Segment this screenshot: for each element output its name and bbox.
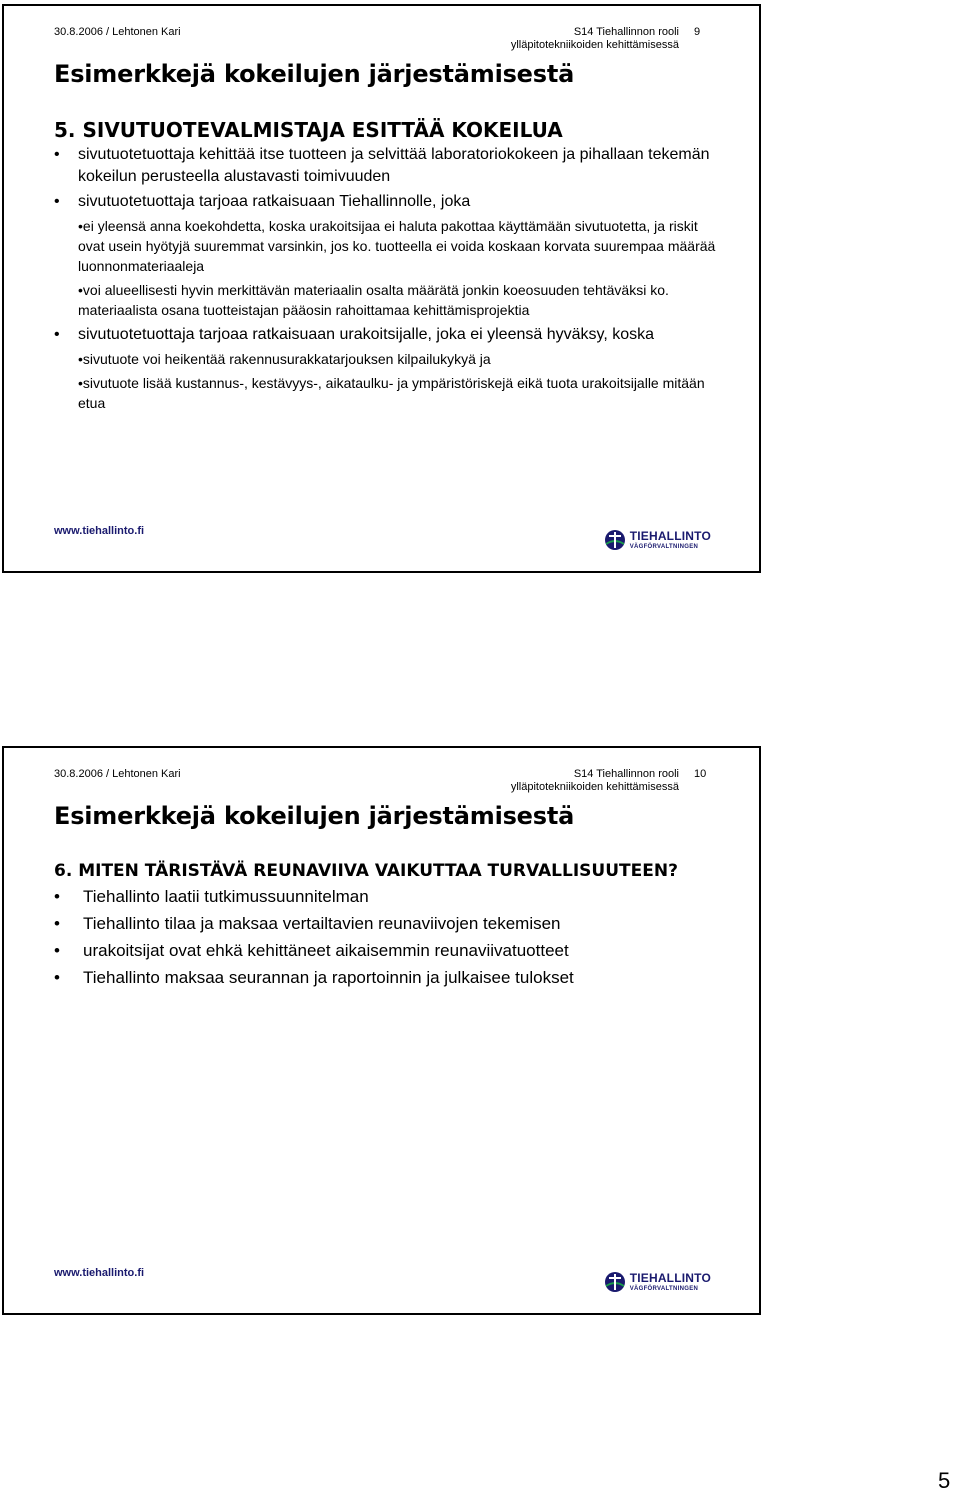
slide-content — [54, 118, 719, 417]
bullet-item: • sivutuotetuottaja tarjoaa ratkaisuaan Tiehallinnolle, joka — [54, 191, 719, 213]
logo-subtitle: VÄGFÖRVALTNINGEN — [629, 543, 699, 550]
logo-name: TIEHALLINTO — [629, 528, 711, 543]
bullet-icon: • — [54, 146, 60, 163]
logo-name: TIEHALLINTO — [629, 1270, 711, 1285]
bullet-icon: • — [78, 282, 83, 298]
slide-header-course: S14 Tiehallinnon rooli ylläpitotekniikoiden kehittämisessä — [510, 768, 679, 793]
slide-header-course: S14 Tiehallinnon rooli ylläpitotekniikoiden kehittämisessä — [510, 26, 679, 51]
slide-content — [54, 860, 719, 992]
bullet-item: • urakoitsijat ovat ehkä kehittäneet aikaisemmin reunaviivatuotteet — [54, 938, 719, 964]
bullet-icon: • — [78, 375, 83, 391]
slide-9 — [2, 4, 761, 573]
slide-header-author: 30.8.2006 / Lehtonen Kari — [54, 26, 181, 38]
page-number: 5 — [938, 1468, 951, 1493]
slide-header-author: 30.8.2006 / Lehtonen Kari — [54, 768, 181, 780]
bullet-icon: • — [54, 326, 60, 343]
section-heading: 6. MITEN TÄRISTÄVÄ REUNAVIIVA VAIKUTTAA TURVALLISUUTEEN? — [54, 861, 678, 881]
bullet-icon: • — [78, 218, 83, 234]
sub-bullet-item: •ei yleensä anna koekohdetta, koska urakoitsijaa ei haluta pakottaa käyttämään sivutuotetta, ja riskit ovat usein hyötyjä suuremmat varsinkin, jos ko. tuotteella ei voida koskaan korvata suurempaa määrää luonnonmateriaaleja — [78, 218, 716, 274]
bullet-icon: • — [54, 193, 60, 210]
bullet-item: • Tiehallinto laatii tutkimussuunnitelman — [54, 884, 719, 910]
slide-title: Esimerkkejä kokeilujen järjestämisestä — [54, 802, 575, 830]
slide-number: 10 — [694, 768, 707, 780]
slide-number: 9 — [694, 26, 701, 38]
sub-bullet-item: •voi alueellisesti hyvin merkittävän materiaalin osalta määrätä jonkin koeosuuden tehtäväksi ko. materiaalista osana tuotteistajan pääosin rahoittamaa kehittämisprojektia — [78, 282, 669, 318]
bullet-icon: • — [54, 887, 60, 906]
sub-bullet-item: •sivutuote voi heikentää rakennusurakkatarjouksen kilpailukykyä ja — [78, 351, 491, 367]
slide-10 — [2, 746, 761, 1315]
tiehallinto-logo-icon — [604, 529, 626, 551]
footer-url: www.tiehallinto.fi — [54, 525, 145, 537]
bullet-icon: • — [54, 914, 60, 933]
bullet-item: • Tiehallinto tilaa ja maksaa vertailtavien reunaviivojen tekemisen — [54, 911, 719, 937]
footer-url: www.tiehallinto.fi — [54, 1267, 145, 1279]
bullet-icon: • — [54, 968, 60, 987]
tiehallinto-logo — [604, 1271, 711, 1293]
tiehallinto-logo-icon — [604, 1271, 626, 1293]
bullet-icon: • — [78, 351, 83, 367]
section-heading: 5. SIVUTUOTEVALMISTAJA ESITTÄÄ KOKEILUA — [54, 118, 563, 142]
tiehallinto-logo — [604, 529, 711, 551]
bullet-item: • sivutuotetuottaja kehittää itse tuotteen ja selvittää laboratoriokokeen ja pihallaan tekemän kokeilun perusteella alustavasti toimivuuden — [54, 146, 710, 185]
bullet-item: • Tiehallinto maksaa seurannan ja raportoinnin ja julkaisee tulokset — [54, 965, 719, 991]
bullet-item: • sivutuotetuottaja tarjoaa ratkaisuaan urakoitsijalle, joka ei yleensä hyväksy, koska — [54, 324, 719, 346]
sub-bullet-item: •sivutuote lisää kustannus-, kestävyys-, aikataulku- ja ympäristöriskejä eikä tuota urakoitsijalle mitään etua — [78, 375, 705, 411]
slide-title: Esimerkkejä kokeilujen järjestämisestä — [54, 60, 575, 88]
bullet-icon: • — [54, 941, 60, 960]
logo-subtitle: VÄGFÖRVALTNINGEN — [629, 1285, 699, 1292]
